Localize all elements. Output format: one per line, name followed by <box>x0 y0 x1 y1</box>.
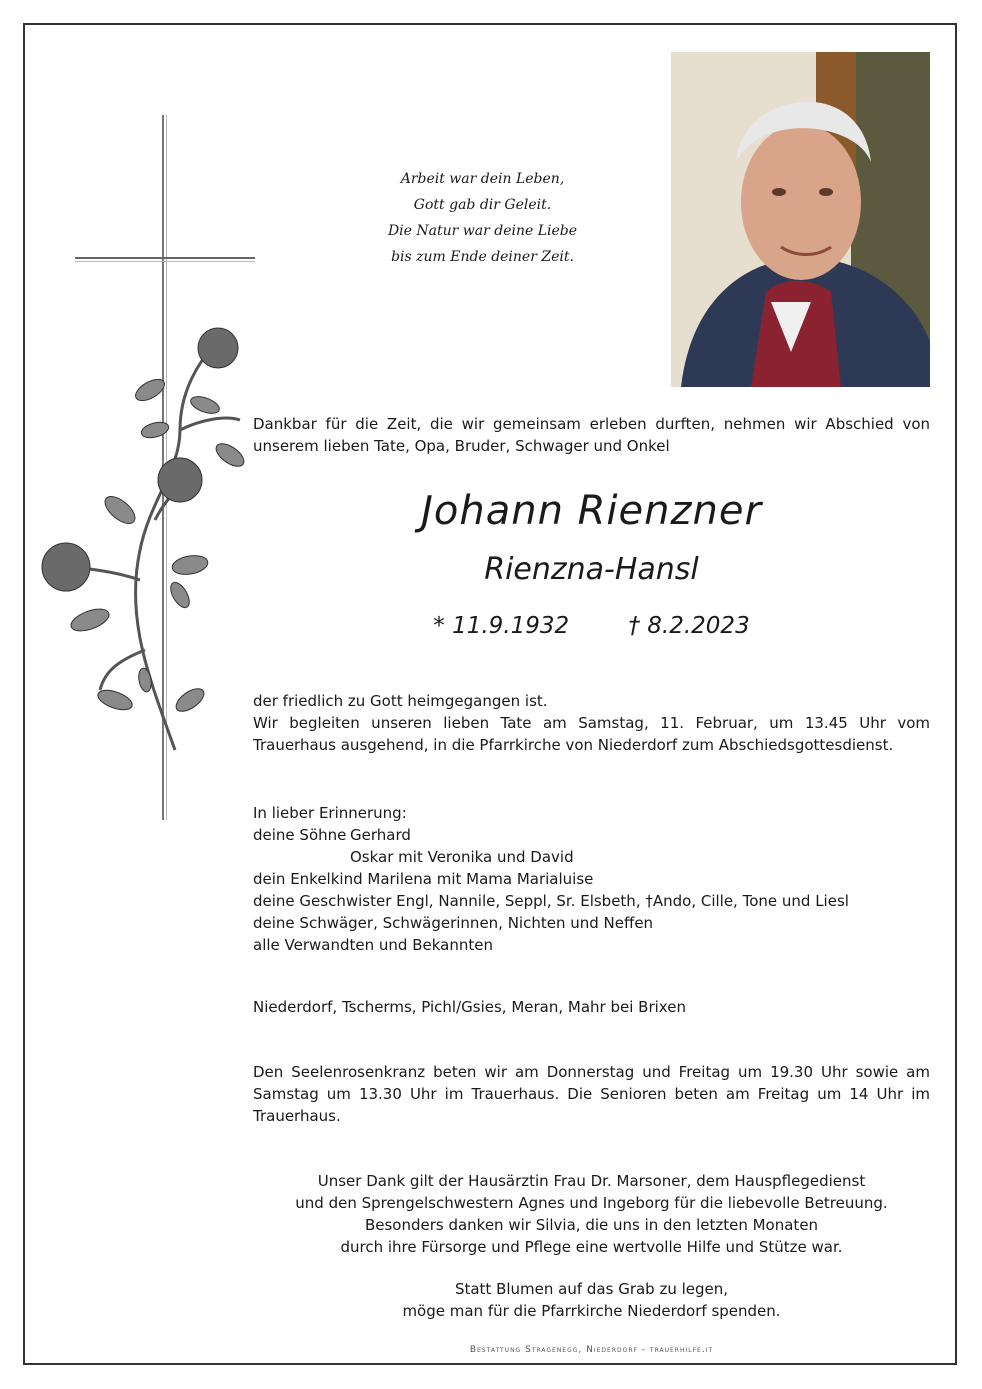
flowers-line: Statt Blumen auf das Grab zu legen, <box>454 1280 729 1298</box>
rosary-line: Trauerhaus. <box>253 1107 341 1125</box>
places: Niederdorf, Tscherms, Pichl/Gsies, Meran, Mahr bei Brixen <box>253 998 686 1016</box>
son-entry: Gerhard <box>350 826 411 844</box>
flowers-text <box>253 1278 930 1322</box>
rosary-line: Samstag um 13.30 Uhr im Trauerhaus. Die Senioren beten am Freitag um 14 Uhr im <box>253 1085 930 1103</box>
intro-line: Dankbar für die Zeit, die wir gemeinsam erleben durften, nehmen wir Abschied von <box>253 415 930 433</box>
son-entry: Oskar mit Veronika und David <box>350 848 574 866</box>
grandchild-entry: dein Enkelkind Marilena mit Mama Marialuise <box>253 870 594 888</box>
deceased-nickname: Rienzna-Hansl <box>484 552 699 587</box>
deceased-name: Johann Rienzner <box>421 488 762 534</box>
funeral-line: der friedlich zu Gott heimgegangen ist. <box>253 692 548 710</box>
thanks-line: durch ihre Fürsorge und Pflege eine wertvolle Hilfe und Stütze war. <box>340 1238 843 1256</box>
rosary-text <box>253 1061 930 1127</box>
thanks-line: Besonders danken wir Silvia, die uns in den letzten Monaten <box>364 1216 819 1234</box>
mourners-list <box>253 802 849 956</box>
portrait-photo <box>671 52 930 387</box>
birth-date: * 11.9.1932 <box>433 613 570 639</box>
footer-credit: Bestattung Stragenegg, Niederdorf - trauerhilfe.it <box>469 1345 714 1355</box>
poem-line: Gott gab dir Geleit. <box>413 197 552 213</box>
poem-line: Arbeit war dein Leben, <box>400 171 565 187</box>
intro-line: unserem lieben Tate, Opa, Bruder, Schwager und Onkel <box>253 437 670 455</box>
poem-line: bis zum Ende deiner Zeit. <box>391 249 574 265</box>
poem-line: Die Natur war deine Liebe <box>387 223 578 239</box>
relatives-entry: alle Verwandten und Bekannten <box>253 936 493 954</box>
mourners-heading: In lieber Erinnerung: <box>253 804 407 822</box>
funeral-line: Trauerhaus ausgehend, in die Pfarrkirche von Niederdorf zum Abschiedsgottesdienst. <box>253 736 894 754</box>
sons-label: deine Söhne <box>253 826 347 844</box>
thanks-line: und den Sprengelschwestern Agnes und Ingeborg für die liebevolle Betreuung. <box>295 1194 888 1212</box>
inlaws-entry: deine Schwäger, Schwägerinnen, Nichten und Neffen <box>253 914 654 932</box>
death-date: † 8.2.2023 <box>628 613 750 639</box>
thanks-text <box>253 1170 930 1258</box>
siblings-entry: deine Geschwister Engl, Nannile, Seppl, Sr. Elsbeth, †Ando, Cille, Tone und Liesl <box>253 892 849 910</box>
flowers-line: möge man für die Pfarrkirche Niederdorf spenden. <box>402 1302 781 1320</box>
thanks-line: Unser Dank gilt der Hausärztin Frau Dr. Marsoner, dem Hauspflegedienst <box>317 1172 866 1190</box>
rosary-line: Den Seelenrosenkranz beten wir am Donnerstag und Freitag um 19.30 Uhr sowie am <box>253 1063 930 1081</box>
poem <box>340 166 625 270</box>
funeral-text <box>253 690 930 756</box>
rose-branch-icon <box>30 320 260 760</box>
life-dates <box>253 613 930 639</box>
intro-text <box>253 413 930 457</box>
funeral-line: Wir begleiten unseren lieben Tate am Samstag, 11. Februar, um 13.45 Uhr vom <box>253 714 930 732</box>
